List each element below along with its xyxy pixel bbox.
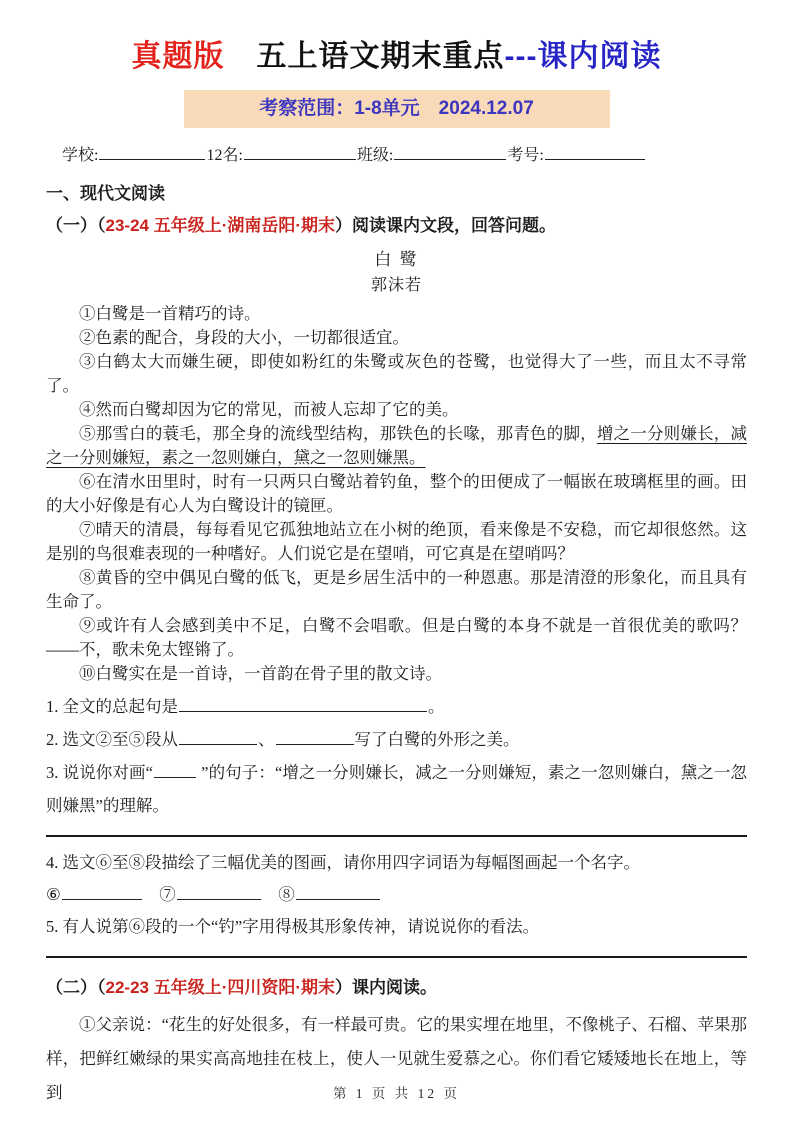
text-run: 12名: xyxy=(206,147,243,164)
part2-heading-source: 22-23 五年级上·四川资阳·期末 xyxy=(105,978,336,997)
part2-heading xyxy=(46,974,747,1002)
blank-underline xyxy=(296,883,380,900)
passage-title: 白 鹭 xyxy=(374,250,419,269)
title-main: 五上语文期末重点 xyxy=(256,40,505,73)
text-run: 写了白鹭的外形之美。 xyxy=(354,730,520,749)
blank-underline xyxy=(179,695,427,712)
text-run: 考号: xyxy=(507,147,544,164)
title-tag: 真题版 xyxy=(131,40,225,73)
question-text xyxy=(46,690,747,723)
emphasized-char: 钓 xyxy=(379,472,397,491)
passage-paragraph xyxy=(46,326,747,350)
text-run: 班级: xyxy=(356,147,394,164)
passage-paragraph xyxy=(46,350,747,398)
text-run: 学校: xyxy=(62,147,99,164)
passage-paragraph xyxy=(46,518,747,566)
blank-underline xyxy=(179,728,257,745)
text-run: ⑥在清水田里时，时有一只两只白鹭站着 xyxy=(79,472,380,491)
document-title xyxy=(46,36,747,78)
title-suffix: ---课内阅读 xyxy=(504,40,662,73)
passage-paragraph xyxy=(46,398,747,422)
passage-body xyxy=(46,302,747,686)
part1-heading xyxy=(46,212,747,240)
text-run: 4. 选文⑥至⑧段描绘了三幅优美的图画，请你用四字词语为每幅图画起一个名字。 xyxy=(46,853,640,872)
text-run: ⑨或许有人会感到美中不足，白鹭不会唱歌。但是白鹭的本身不就是一首很优美的歌吗？——不，歌未免太铿锵了。 xyxy=(46,616,747,659)
text-run: 鱼，整个的田便成了一幅嵌在玻璃框里的画。田的大小好像是有心人为白鹭设计的镜匣。 xyxy=(46,472,748,515)
text-run: ⑥ xyxy=(46,885,61,904)
text-run: ③白鹤太大而嫌生硬，即使如粉红的朱鹭或灰色的苍鹭，也觉得大了一些，而且太不寻常了。 xyxy=(46,352,747,395)
text-run: ⑦ xyxy=(142,885,176,904)
passage-paragraph xyxy=(46,422,747,470)
answer-line xyxy=(46,835,747,837)
page-footer: 第 1 页 共 12 页 xyxy=(332,1086,461,1101)
blank-underline xyxy=(244,144,356,160)
text-run: ⑧黄昏的空中偶见白鹭的低飞，更是乡居生活中的一种恩惠。那是清澄的形象化，而且具有生命了。 xyxy=(46,568,747,611)
part2-heading-post: ）课内阅读。 xyxy=(335,978,438,997)
text-run: 5. 有人说第⑥段的一个“钓”字用得极其形象传神，请说说你的看法。 xyxy=(46,917,540,936)
text-run: ⑦晴天的清晨，每每看见它孤独地站立在小树的绝顶，看来像是不安稳，而它却很悠然。这是别的鸟很难表现的一种嗜好。人们说它是在望哨，可它真是在望哨吗？ xyxy=(46,520,747,563)
passage-paragraph xyxy=(46,662,747,686)
part1-heading-post: ）阅读课内文段，回答问题。 xyxy=(335,216,557,235)
blank-underline xyxy=(154,761,196,778)
text-run: ④然而白鹭却因为它的常见，而被人忘却了它的美。 xyxy=(79,400,459,419)
passage-paragraph xyxy=(46,566,747,614)
text-run: ⑩白鹭实在是一首诗，一首韵在骨子里的散文诗。 xyxy=(79,664,442,683)
underlined-text: 增之一分则嫌长，减之一分则嫌短，素之一忽则嫌白，黛之一忽则嫌黑。 xyxy=(46,424,748,467)
text-run: 3. 说说你对画“ xyxy=(46,763,153,782)
text-run: ”的句子：“增之一分则嫌长，减之一分则嫌短，素之一忽则嫌白，黛之一忽则嫌黑”的理解。 xyxy=(46,763,748,815)
question-text xyxy=(46,756,747,822)
passage-paragraph xyxy=(46,614,747,662)
passage-paragraph xyxy=(46,302,747,326)
scope-banner xyxy=(184,90,610,128)
text-run: ①父亲说：“花生的好处很多，有一样最可贵。它的果实埋在地里，不像桃子、石榴、苹果那样，把鲜红嫩绿的果实高高地挂在枝上，使人一见就生爱慕之心。你们看它矮矮地长在地上，等到 xyxy=(46,1015,747,1102)
text-run: ②色素的配合，身段的大小，一切都很适宜。 xyxy=(79,328,409,347)
text-run: ⑧ xyxy=(261,885,295,904)
section-heading: 一、现代文阅读 xyxy=(46,184,165,203)
blank-underline xyxy=(177,883,261,900)
text-run: ①白鹭是一首精巧的诗。 xyxy=(79,304,261,323)
text-run: ⑤那雪白的蓑毛，那全身的流线型结构，那铁色的长喙，那青色的脚， xyxy=(79,424,597,443)
blank-underline xyxy=(62,883,142,900)
text-run: 1. 全文的总起句是 xyxy=(46,697,178,716)
scope-banner-text: 考察范围：1-8单元 2024.12.07 xyxy=(259,98,534,119)
part1-heading-source: 23-24 五年级上·湖南岳阳·期末 xyxy=(105,216,336,235)
passage-author: 郭沫若 xyxy=(370,277,422,294)
blank-underline xyxy=(394,144,506,160)
question-text xyxy=(46,910,747,943)
q4-answer-blanks xyxy=(46,879,747,910)
question-blocks xyxy=(46,690,747,958)
blank-underline xyxy=(545,144,645,160)
text-run: 。 xyxy=(428,697,445,716)
blank-underline xyxy=(276,728,354,745)
question-text xyxy=(46,723,747,756)
question-text xyxy=(46,846,747,879)
part2-heading-pre: （二）（ xyxy=(46,978,106,997)
passage-paragraph xyxy=(46,470,747,518)
answer-line xyxy=(46,956,747,958)
part1-heading-pre: （一）（ xyxy=(46,216,106,235)
text-run: 、 xyxy=(258,730,275,749)
text-run: 2. 选文②至⑤段从 xyxy=(46,730,178,749)
blank-underline xyxy=(99,144,205,160)
student-info-line xyxy=(46,143,747,169)
